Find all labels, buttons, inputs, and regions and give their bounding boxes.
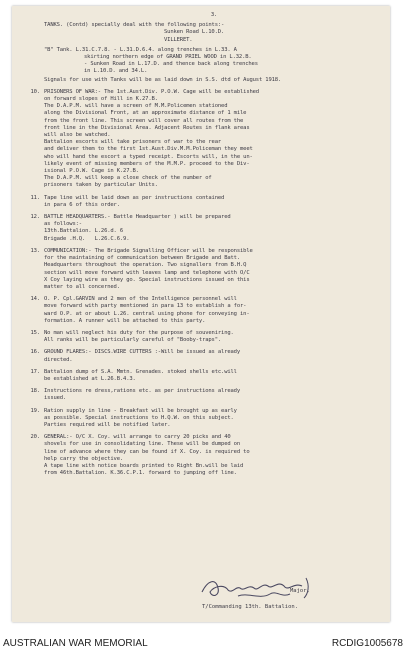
paragraph-line: front line in the Divisional Area. Adjacent Routes in flank areas xyxy=(44,124,250,131)
paragraph-14 xyxy=(30,296,384,325)
paragraph-line: shovels for use in consolidating line. These will be dumped on xyxy=(44,441,240,448)
tanks-line: VILLERET. xyxy=(164,36,193,43)
paragraph-line: from 46th.Battalion. K.36.C.P.1. forward to jumping off line. xyxy=(44,470,237,477)
b-tank-line: "B" Tank. L.31.C.7.8. - L.31.D.6.4. along trenches in L.33. A xyxy=(44,46,237,53)
paragraph-line: ward O.P. at or about L.26. central using phone for conveying in- xyxy=(44,310,250,317)
document-page xyxy=(12,6,390,622)
tanks-line: Sunken Road L.10.D. xyxy=(164,29,225,36)
paragraph-line: Tape line will be laid down as per instructions contained xyxy=(44,194,225,201)
paragraph-line: be established at L.26.B.4.3. xyxy=(44,375,136,382)
page-number: 3. xyxy=(210,12,218,18)
paragraph-number: 19. xyxy=(30,407,40,414)
signature-command: T/Commanding 13th. Battalion. xyxy=(202,604,299,610)
paragraph-line: move forward with party mentioned in para 13 to establish a for- xyxy=(44,303,247,310)
b-tank-line: - Sunken Road in L.17.D. and thence back along trenches xyxy=(84,61,258,68)
paragraph-line: Brigade .H.Q. L.26.C.6.9. xyxy=(44,235,130,242)
paragraph-line: will also be watched. xyxy=(44,132,111,139)
paragraph-number: 11. xyxy=(30,194,40,201)
paragraph-line: for the maintaining of communication between Brigade and Batt. xyxy=(44,255,240,262)
paragraph-number: 12. xyxy=(30,214,40,221)
paragraph-line: help carry the objective. xyxy=(44,455,124,462)
paragraph-17 xyxy=(30,368,384,383)
paragraph-10 xyxy=(30,88,384,190)
paragraph-line: X Coy laying wire as they go. Special instructions issued on this xyxy=(44,276,250,283)
paragraph-line: issued. xyxy=(44,395,67,402)
paragraph-line: and deliver them to the first 1st.Aust.Div.M.M.Policeman they meet xyxy=(44,146,253,153)
paragraph-line: line of advance where they can be found if X. Coy. is required to xyxy=(44,448,250,455)
paragraph-line: No man will neglect his duty for the purpose of souveniring. xyxy=(44,329,234,336)
paragraph-line: Instructions re dress,rations etc. as per instructions already xyxy=(44,388,240,395)
paragraph-line: All ranks will be particularly careful of "Booby-traps". xyxy=(44,337,222,344)
paragraph-line: GROUND FLARES:- DISCS.WIRE CUTTERS :-Will be issued as already xyxy=(44,349,240,356)
tanks-section xyxy=(44,22,384,84)
signature-title: Major, xyxy=(290,588,310,594)
paragraph-line: from the front line. This screen will cover all routes from the xyxy=(44,117,244,124)
paragraph-20 xyxy=(30,434,384,477)
paragraph-line: isional P.O.W. Cage in K.27.B. xyxy=(44,168,139,175)
paragraph-line: O. P. Cpl.GARVIN and 2 men of the Intelligence personnel will xyxy=(44,296,237,303)
paragraph-line: The D.A.P.M. will have a screen of M.M.Policemen stationed xyxy=(44,103,228,110)
paragraph-line: Battalion dump of S.A. Mmtn. Grenades. stoked shells etc.will xyxy=(44,368,237,375)
paragraph-line: along the Divisional Front, at an approximate distance of 1 mile xyxy=(44,110,247,117)
paragraph-line: Parties required will be notified later. xyxy=(44,421,171,428)
b-tank-line: in L.10.D. and 34.L. xyxy=(84,68,148,75)
paragraph-number: 20. xyxy=(30,434,40,441)
paragraph-number: 15. xyxy=(30,329,40,336)
paragraph-number: 17. xyxy=(30,368,40,375)
paragraph-18 xyxy=(30,388,384,402)
paragraph-line: matter to all concerned. xyxy=(44,283,120,290)
paragraph-number: 16. xyxy=(30,349,40,356)
paragraph-number: 13. xyxy=(30,247,40,254)
paragraph-line: Battalion escorts will take prisoners of war to the rear xyxy=(44,139,222,146)
paragraph-number: 18. xyxy=(30,388,40,395)
paragraph-line: PRISONERS OF WAR:- The 1st.Aust.Div. P.O.W. Cage will be established xyxy=(44,88,259,95)
paragraph-line: The D.A.P.M. will keep a close check of the number of xyxy=(44,175,212,182)
paragraph-line: Headquarters throughout the operation. Two signallers from B.H.Q xyxy=(44,262,247,269)
paragraph-line: formation. A runner will be attached to this party. xyxy=(44,317,206,324)
paragraph-16 xyxy=(30,349,384,363)
paragraph-line: as follows:- xyxy=(44,221,82,228)
paragraph-list xyxy=(30,88,384,478)
handwritten-signature xyxy=(198,574,338,604)
paragraph-line: prisoners taken by particular Units. xyxy=(44,182,158,189)
document-body xyxy=(30,12,384,477)
paragraph-11 xyxy=(30,194,384,209)
tanks-heading: TANKS. (Contd) specially deal with the following points:- xyxy=(44,22,225,29)
footer-source: AUSTRALIAN WAR MEMORIAL xyxy=(3,638,148,649)
paragraph-12 xyxy=(30,214,384,243)
paragraph-line: as possible. Special instructions to H.Q.W. on this subject. xyxy=(44,414,234,421)
paragraph-line: Ration supply in line - Breakfast will be brought up as early xyxy=(44,407,237,414)
paragraph-line: likely event of missing members of the M.M.P. proceed to the Div- xyxy=(44,160,250,167)
paragraph-line: GENERAL:- O/C X. Coy. will arrange to carry 20 picks and 40 xyxy=(44,434,231,441)
paragraph-line: who will hand the escort a typed receipt. Escorts will, in the un- xyxy=(44,153,253,160)
b-tank-line: skirting northern edge of GRAND PRIEL WOOD in L.32.B. xyxy=(84,54,252,61)
paragraph-line: in para 6 of this order. xyxy=(44,201,120,208)
archive-footer xyxy=(0,634,406,654)
paragraph-line: section will move forward with leaves lamp and telephone with O/C xyxy=(44,269,250,276)
footer-record-id: RCDIG1005678 xyxy=(331,638,403,649)
paragraph-line: BATTLE HEADQUARTERS.- Battle Headquarter ) will be prepared xyxy=(44,214,231,221)
paragraph-19 xyxy=(30,407,384,430)
signals-line: Signals for use with Tanks will be as laid down in S.S. dtd of August 1918. xyxy=(44,76,282,83)
paragraph-13 xyxy=(30,247,384,291)
paragraph-line: A tape line with notice boards printed to Right Bn.will be laid xyxy=(44,462,244,469)
paragraph-line: 13th.Battalion. L.26.d. 6 xyxy=(44,228,124,235)
paragraph-number: 10. xyxy=(30,88,40,95)
paragraph-line: directed. xyxy=(44,356,73,363)
paragraph-15 xyxy=(30,329,384,344)
paragraph-line: on forward slopes of Hill in K.27.B. xyxy=(44,96,158,103)
paragraph-line: COMMUNICATION:- The Brigade Signalling Officer will be responsible xyxy=(44,247,253,254)
paragraph-number: 14. xyxy=(30,296,40,303)
